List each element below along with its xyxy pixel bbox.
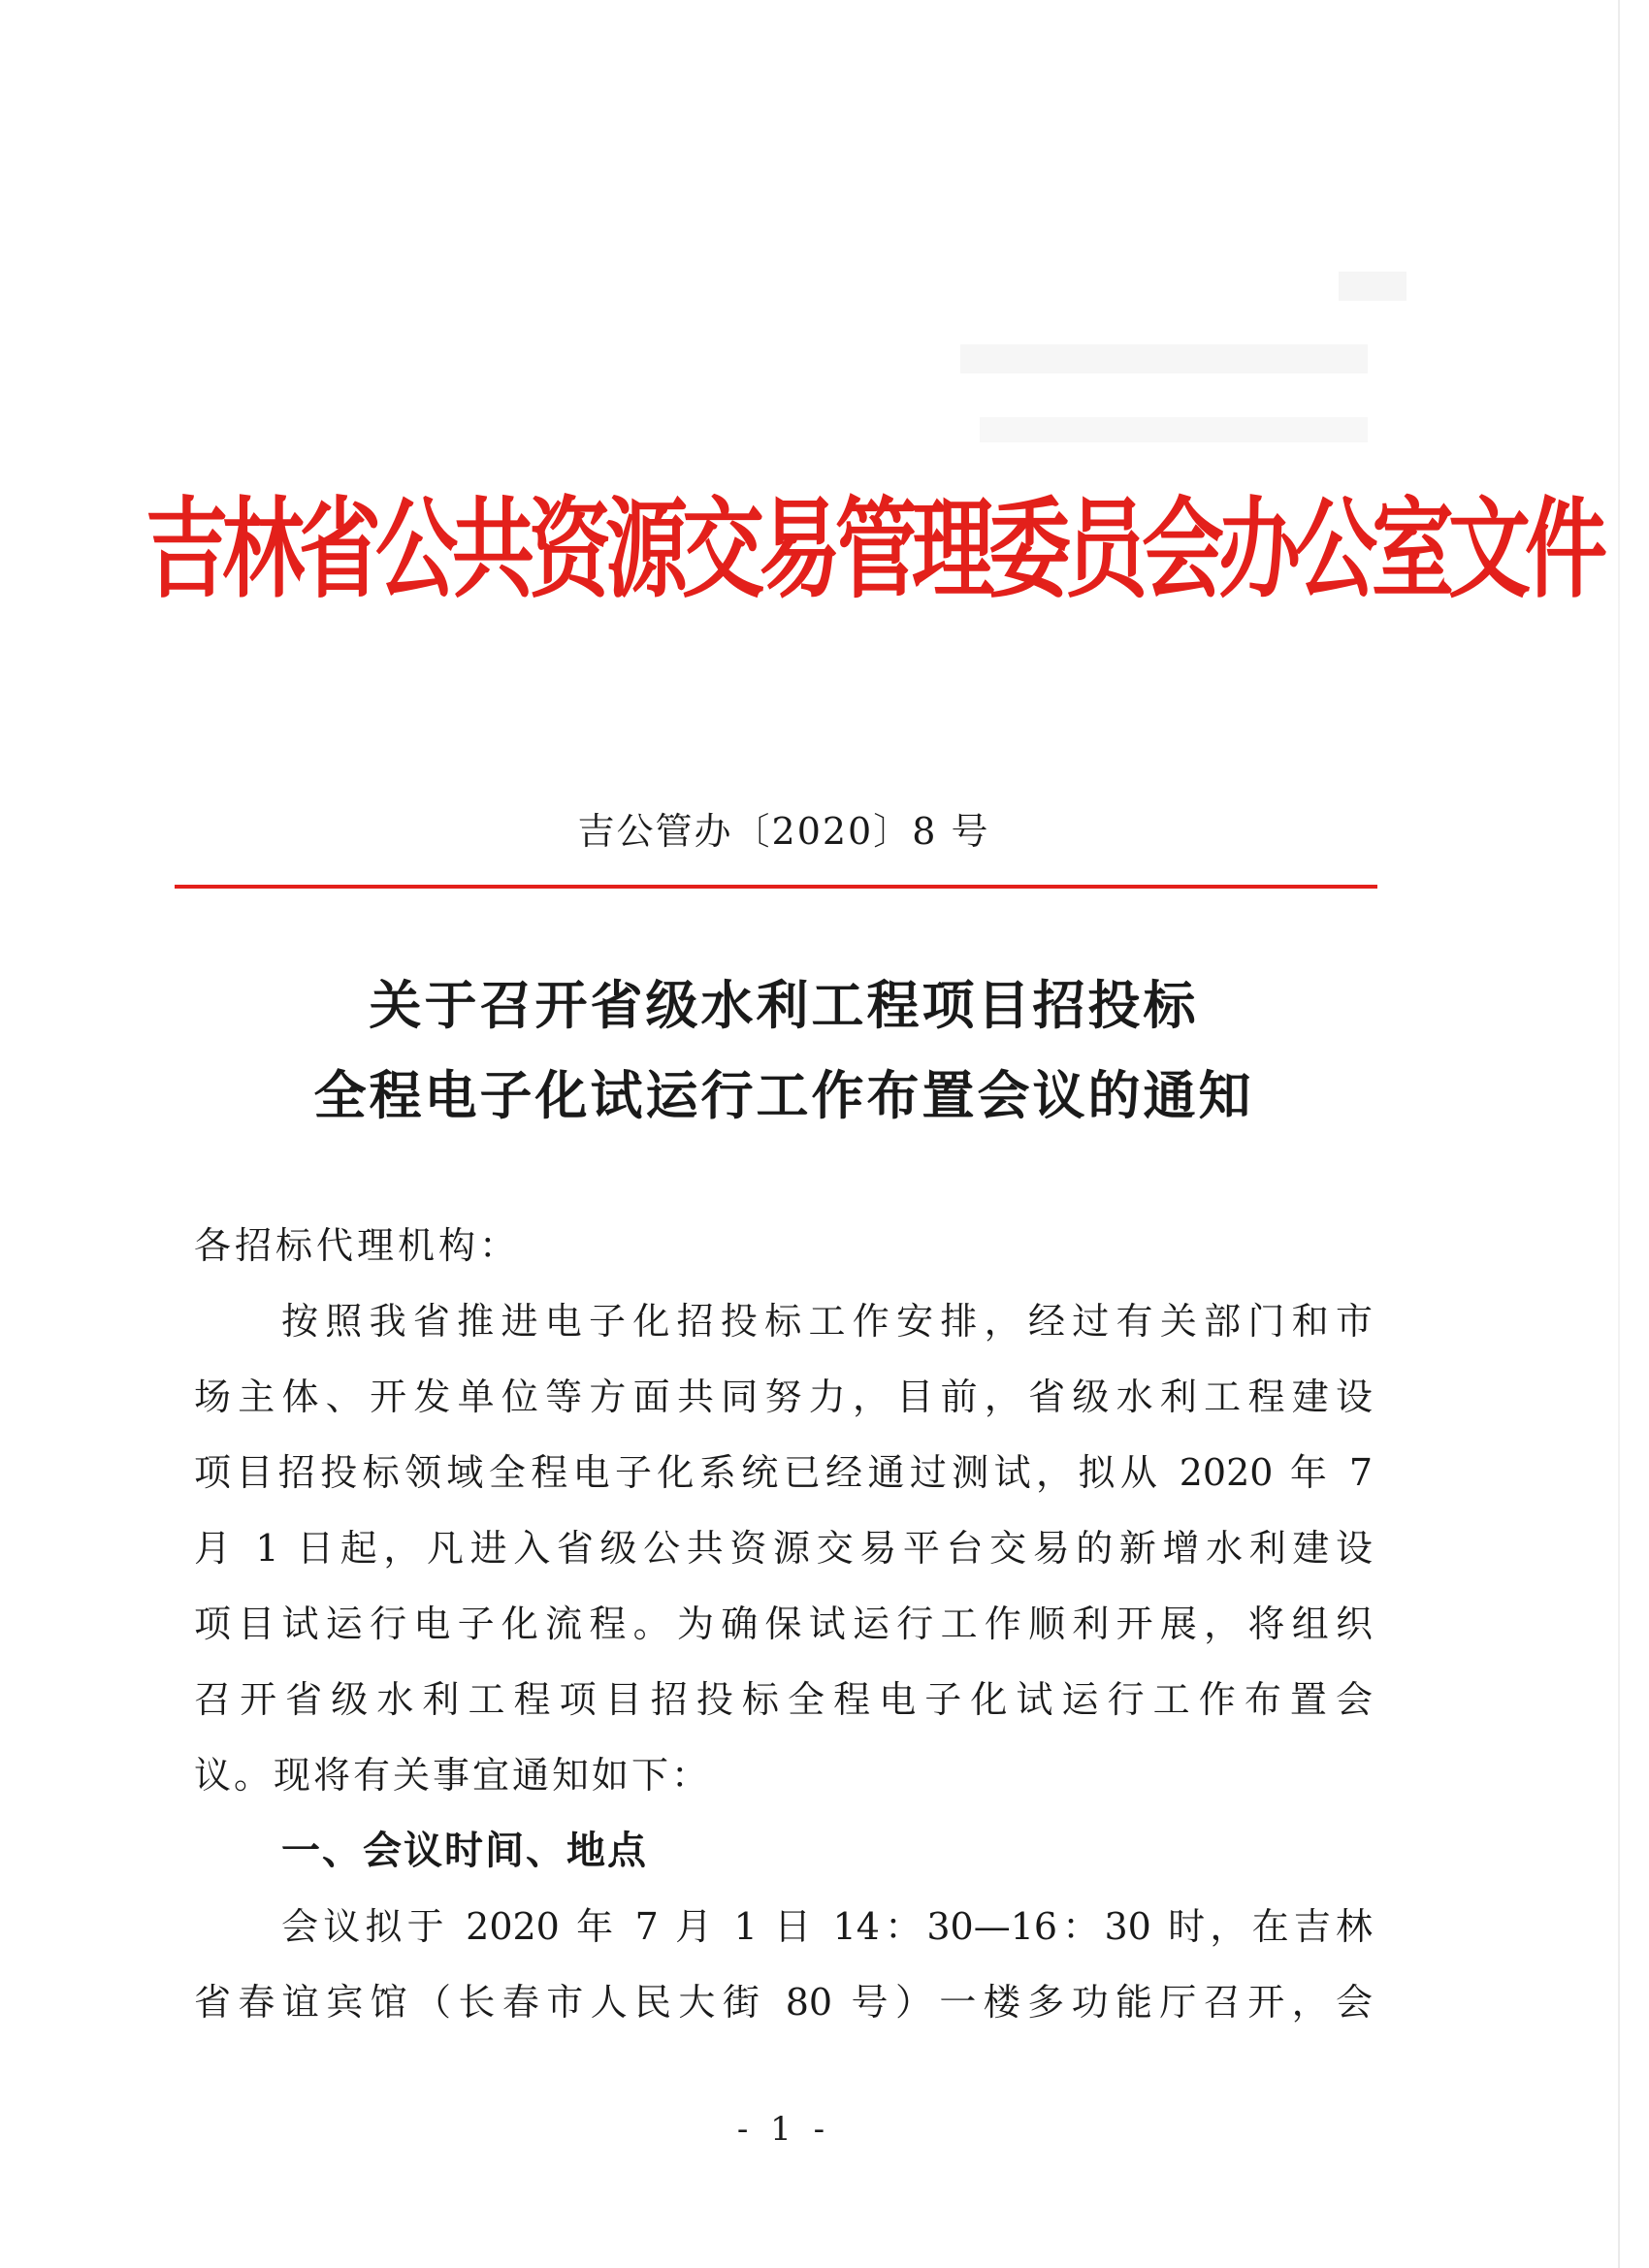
issuer-header-title: 吉林省公共资源交易管理委员会办公室文件 bbox=[146, 487, 1602, 614]
red-divider-rule bbox=[175, 885, 1377, 889]
paragraph-1-line: 按照我省推进电子化招投标工作安排，经过有关部门和市 bbox=[281, 1300, 1373, 1343]
section-1-heading: 一、会议时间、地点 bbox=[281, 1829, 648, 1873]
notice-title-line-1: 关于召开省级水利工程项目招投标 bbox=[369, 975, 1199, 1036]
page-number: - 1 - bbox=[736, 2110, 831, 2149]
paragraph-1-line: 月 1 日起，凡进入省级公共资源交易平台交易的新增水利建设 bbox=[194, 1527, 1373, 1570]
paragraph-1-line: 场主体、开发单位等方面共同努力，目前，省级水利工程建设 bbox=[194, 1376, 1373, 1418]
show-through-mark bbox=[960, 344, 1368, 373]
paragraph-2-line: 省春谊宾馆（长春市人民大街 80 号）一楼多功能厅召开，会 bbox=[194, 1981, 1373, 2024]
paragraph-1-line: 议。现将有关事宜通知如下： bbox=[194, 1754, 712, 1797]
paragraph-1-line: 项目试运行电子化流程。为确保试运行工作顺利开展，将组织 bbox=[194, 1603, 1373, 1645]
paragraph-1-line: 项目招投标领域全程电子化系统已经通过测试，拟从 2020 年 7 bbox=[194, 1451, 1373, 1494]
show-through-mark bbox=[980, 417, 1368, 442]
scan-edge bbox=[1618, 0, 1620, 2268]
salutation: 各招标代理机构： bbox=[194, 1224, 521, 1267]
show-through-mark bbox=[1339, 272, 1406, 301]
paragraph-1-line: 召开省级水利工程项目招投标全程电子化试运行工作布置会 bbox=[194, 1678, 1373, 1721]
document-number: 吉公管办〔2020〕8 号 bbox=[577, 810, 990, 853]
paragraph-2-line: 会议拟于 2020 年 7 月 1 日 14：30—16：30 时，在吉林 bbox=[281, 1905, 1373, 1948]
notice-title-line-2: 全程电子化试运行工作布置会议的通知 bbox=[313, 1065, 1254, 1126]
